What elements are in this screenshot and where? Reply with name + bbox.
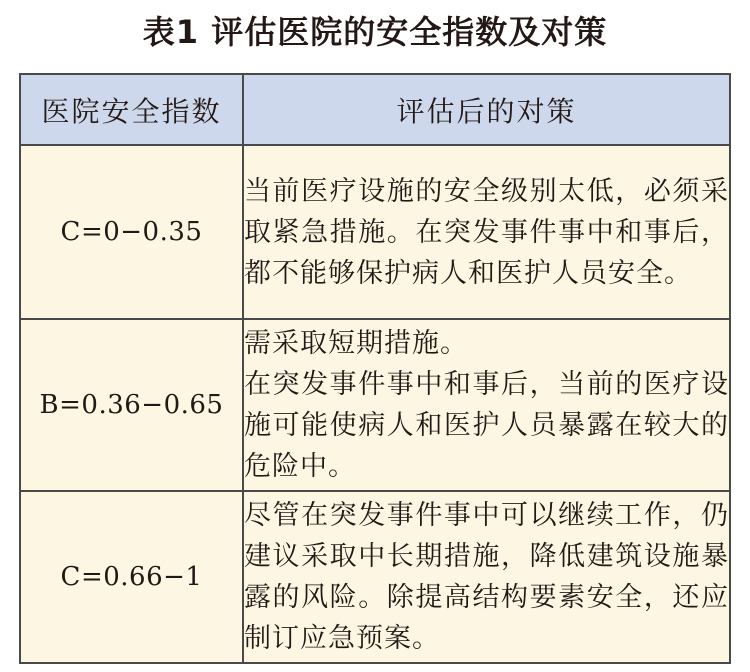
safety-index-table — [19, 73, 731, 664]
table-title: 表1 评估医院的安全指数及对策 — [142, 13, 608, 51]
countermeasure-text: 当前医疗设施的安全级别太低，必须采取紧急措施。在突发事件事中和事后，都不能够保护病人和医护人员安全。 — [244, 175, 729, 289]
countermeasure-text: 需采取短期措施。 — [244, 328, 468, 359]
countermeasure-text: 在突发事件事中和事后，当前的医疗设施可能使病人和医护人员暴露在较大的危险中。 — [244, 369, 729, 482]
countermeasure-cell — [243, 319, 730, 491]
countermeasure-cell — [243, 145, 730, 319]
header-countermeasures: 评估后的对策 — [243, 74, 730, 145]
countermeasure-cell — [243, 491, 730, 663]
table-row — [20, 491, 730, 663]
index-cell: C=0.66−1 — [20, 491, 243, 663]
index-cell: C=0−0.35 — [20, 145, 243, 319]
header-safety-index: 医院安全指数 — [20, 74, 243, 145]
table-header-row — [20, 74, 730, 145]
countermeasure-text: 尽管在突发事件事中可以继续工作，仍建议采取中长期措施，降低建筑设施暴露的风险。除提高结构要素安全，还应制订应急预案。 — [244, 500, 729, 654]
table-row — [20, 319, 730, 491]
index-cell: B=0.36−0.65 — [20, 319, 243, 491]
table-row — [20, 145, 730, 319]
